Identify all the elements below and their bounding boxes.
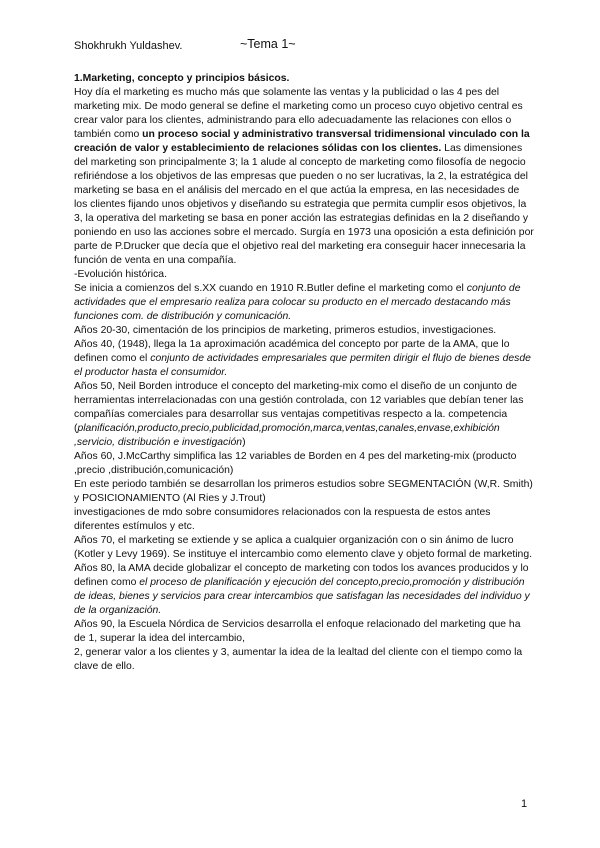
paragraph-anos70: Años 70, el marketing se extiende y se aplica a cualquier organización con o sin ánimo de lucro (Kotler y Levy 1969). Se instituye el intercambio como elemento clave y objeto formal de marketing. [74,535,532,560]
paragraph-anos20: Años 20-30, cimentación de los principios de marketing, primeros estudios, investigaciones. [74,325,497,336]
evolucion-heading: -Evolución histórica. [74,269,167,280]
intro-bold-definition: un proceso social y administrativo transversal tridimensional vinculado con la creación de valor y establecimiento de relaciones sólidas con los clientes. [74,129,530,154]
page-number: 1 [521,798,528,810]
paragraph-investigaciones: investigaciones de mdo sobre consumidores relacionados con la respuesta de estos antes diferentes estímulos y etc. [74,507,491,532]
anos50-open-paren: ( [74,423,78,434]
xx-italic: conjunto de actividades que el empresario realiza para colocar su producto en el mercado destacando más funciones com. de distribución y comunicación. [74,283,521,322]
anos80-italic: el proceso de planificación y ejecución del concepto,precio,promoción y distribución de ideas, bienes y servicios para crear intercambios que satisfagan las necesidades del individuo y de la organización. [74,577,530,616]
section-title [74,72,534,86]
paragraph-anos40 [74,338,534,380]
anos50-text: Años 50, Neil Borden introduce el concepto del marketing-mix como el diseño de un conjunto de herramientas interrelacionadas con una gestión controlada, con 12 variables que debían tener las compañías comerciales para desarrollar sus ventajas competitivas respecto a la. competencia [74,381,524,420]
document-body [74,72,534,674]
anos50-close-paren: ) [242,437,246,448]
intro-text-c: Las dimensiones del marketing son principalmente 3; la 1 alude al concepto de marketing como filosofía de negocio refiriéndose a los objetivos de las empresas que pueden o no ser lucrativas, la 2, la estratégica del marketing se basa en el análisis del mercado en el que actúa la empresa, en las necesidades de los clientes fijando unos objetivos y diseñando su estrategia que permita cumplir esos objetivos, la 3, la operativa del marketing se basa en poner acción las estrategias definidas en la 2 diseñando y poniendo en uso las acciones sobre el mercado. Surgía en 1973 una oposición a esta definición por parte de P.Drucker que decía que el objetivo real del marketing era conseguir hacer innecesaria la función de venta en una compañía. [74,143,534,266]
document-title: ~Tema 1~ [240,37,296,51]
paragraph-anos60: Años 60, J.McCarthy simplifica las 12 variables de Borden en 4 pes del marketing-mix (producto ,precio ,distribución,comunicación) [74,451,517,476]
author-name: Shokhrukh Yuldashev. [74,40,183,52]
paragraph-anos90: Años 90, la Escuela Nórdica de Servicios desarrolla el enfoque relacionado del marketing que ha de 1, superar la idea del intercambio, [74,619,521,644]
paragraph-xx [74,282,534,324]
section-title-text: 1.Marketing, concepto y principios básicos. [74,73,290,84]
anos50-italic: planificación,producto,precio,publicidad,promoción,marca,ventas,canales,envase,exhibición ,servicio, distribución e investigación [74,423,500,448]
paragraph-anos90-cont: 2, generar valor a los clientes y 3, aumentar la idea de la lealtad del cliente con el tiempo como la clave de ello. [74,647,523,672]
paragraph-segmentacion: En este periodo también se desarrollan los primeros estudios sobre SEGMENTACIÓN (W,R. Smith) y POSICIONAMIENTO (Al Ries y J.Trout) [74,479,533,504]
page-header [74,37,296,52]
intro-paragraph [74,86,534,268]
anos40-italic: conjunto de actividades empresariales que permiten dirigir el flujo de bienes desde el productor hasta el consumidor. [74,353,531,378]
anos80-text: Años 80, la AMA decide globalizar el concepto de marketing con todos los avances producidos y lo definen como [74,563,529,588]
paragraph-anos80 [74,562,534,618]
paragraph-anos50 [74,380,534,450]
intro-text-a: Hoy día el marketing es mucho más que solamente las ventas y la publicidad o las 4 pes del marketing mix. De modo general se define el marketing como un proceso cuyo objetivo central es crear valor para los clientes, administrando para ello adecuadamente las relaciones con ellos o también como [74,87,523,140]
xx-text: Se inicia a comienzos del s.XX cuando en 1910 R.Butler define el marketing como el [74,283,467,294]
anos40-text: Años 40, (1948), llega la 1a aproximación académica del concepto por parte de la AMA, que lo definen como el [74,339,510,364]
